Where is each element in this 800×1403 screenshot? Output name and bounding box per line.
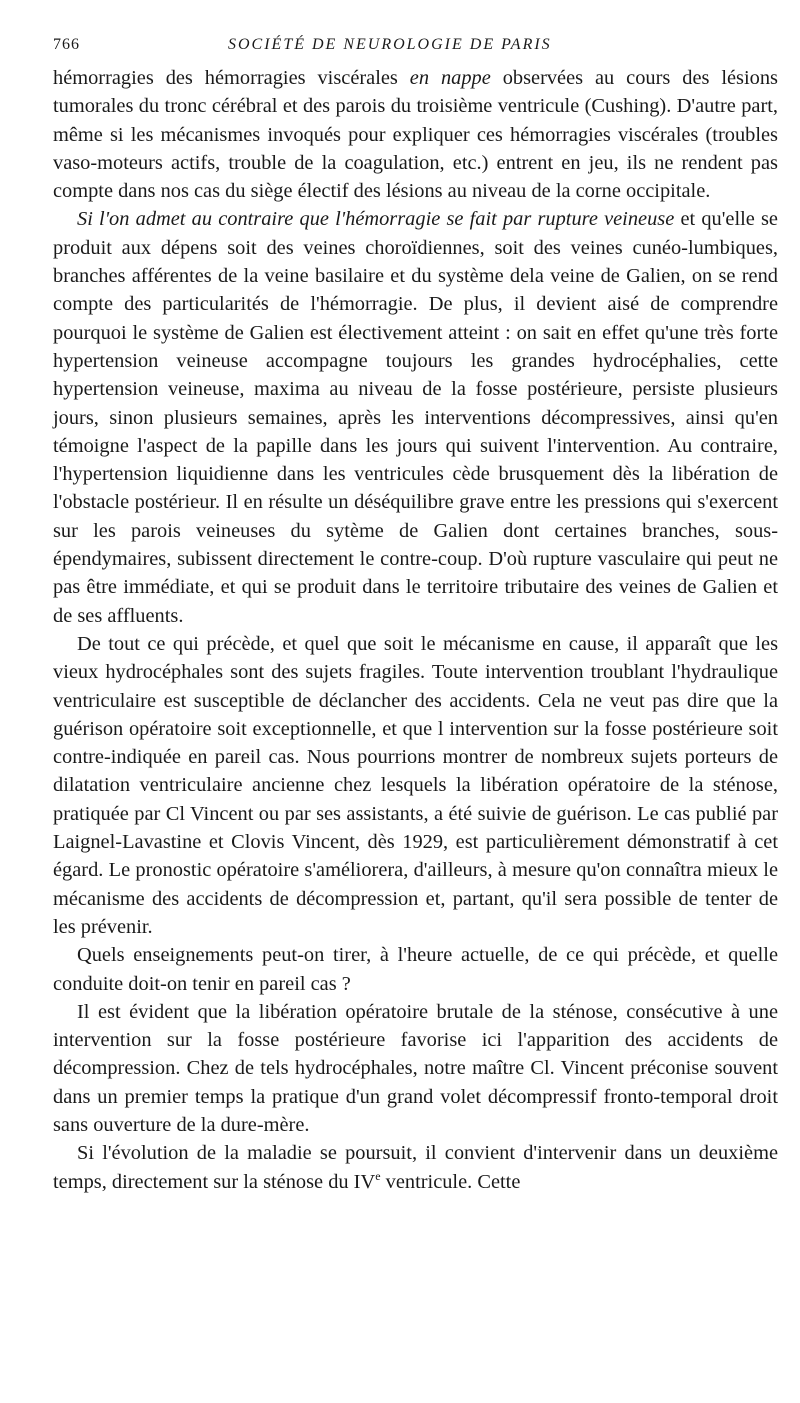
text-run: hémorragies des hémorragies viscérales: [53, 67, 410, 89]
running-head: SOCIÉTÉ DE NEUROLOGIE DE PARIS: [228, 36, 552, 53]
paragraph: [53, 64, 778, 205]
text-run: et qu'elle se produit aux dépens soit des veines choroïdiennes, soit des veines cunéo-lumbiques, branches afférentes de la veine basilaire et du système dela veine de Galien, on se rend compte des particularités de l'hémorragie. De plus, il devient aisé de comprendre pourquoi le système de Galien est électivement atteint : on sait en effet qu'une très forte hypertension veineuse accompagne toujours les grandes hydrocéphalies, cette hypertension veineuse, maxima au niveau de la fosse postérieure, persiste plusieurs jours, sinon plusieurs semaines, après les interventions décompressives, ainsi qu'en témoigne l'aspect de la papille dans les jours qui suivent l'intervention. Au contraire, l'hypertension liquidienne dans les ventricules cède brusquement dès la libération de l'obstacle postérieur. Il en résulte un déséquilibre grave entre les pressions qui s'exercent sur les parois veineuses du sytème de Galien dont certaines branches, sous-épendymaires, subissent directement le contre-coup. D'où rupture vasculaire qui peut ne pas être immédiate, et qui se produit dans le territoire tributaire des veines de Galien et de ses affluents.: [53, 208, 778, 627]
paragraph: [53, 205, 778, 629]
text-run: Si l'évolution de la maladie se poursuit, il convient d'intervenir dans un deuxième temps, directement sur la sténose du IV: [53, 1142, 778, 1193]
text-run: De tout ce qui précède, et quel que soit le mécanisme en cause, il apparaît que les vieux hydrocéphales sont des sujets fragiles. Toute intervention troublant l'hydraulique ventriculaire est susceptible de déclancher des accidents. Cela ne veut pas dire que la guérison opératoire soit exceptionnelle, et que l intervention sur la fosse postérieure soit contre-indiquée en pareil cas. Nous pourrions montrer de nombreux sujets porteurs de dilatation ventriculaire ancienne chez lesquels la libération opératoire de la sténose, pratiquée par Cl Vincent ou par ses assistants, a été suivie de guérison. Le cas publié par Laignel-Lavastine et Clovis Vincent, dès 1929, est particulièrement démonstratif à cet égard. Le pronostic opératoire s'améliorera, d'ailleurs, à mesure qu'on connaîtra mieux le mécanisme des accidents de décompression et, partant, qu'il sera possible de tenter de les prévenir.: [53, 632, 778, 938]
paragraph: [53, 941, 778, 998]
paragraph: [53, 1139, 778, 1196]
text-run: Quels enseignements peut-on tirer, à l'heure actuelle, de ce qui précède, et quelle conduite doit-on tenir en pareil cas ?: [53, 944, 778, 995]
page-number: 766: [53, 36, 80, 53]
paragraph: [53, 998, 778, 1139]
paragraph: [53, 630, 778, 941]
text-run: ventricule. Cette: [380, 1170, 521, 1193]
italic-text: Si l'on admet au contraire que l'hémorragie se fait par rupture veineuse: [77, 208, 675, 231]
text-run: Il est évident que la libération opératoire brutale de la sténose, consécutive à une intervention sur la fosse postérieure favorise ici l'apparition des accidents de décompression. Chez de tels hydrocéphales, notre maître Cl. Vincent préconise souvent dans un premier temps la pratique d'un grand volet décompressif fronto-temporal droit sans ouverture de la dure-mère.: [53, 1000, 778, 1136]
page-header: [53, 36, 760, 62]
italic-text: en nappe: [409, 67, 491, 89]
body-text: [53, 64, 778, 1196]
superscript: e: [375, 1168, 381, 1183]
text-run: observées au cours des lésions tumorales du tronc cérébral et des parois du troisième ventricule (Cushing). D'autre part, même si les mécanismes invoqués pour expliquer ces hémorragies viscérales (troubles vaso-moteurs actifs, trouble de la coagulation, etc.) entrent en jeu, ils ne rendent pas compte dans nos cas du siège électif des lésions au niveau de la corne occipitale.: [53, 67, 778, 203]
